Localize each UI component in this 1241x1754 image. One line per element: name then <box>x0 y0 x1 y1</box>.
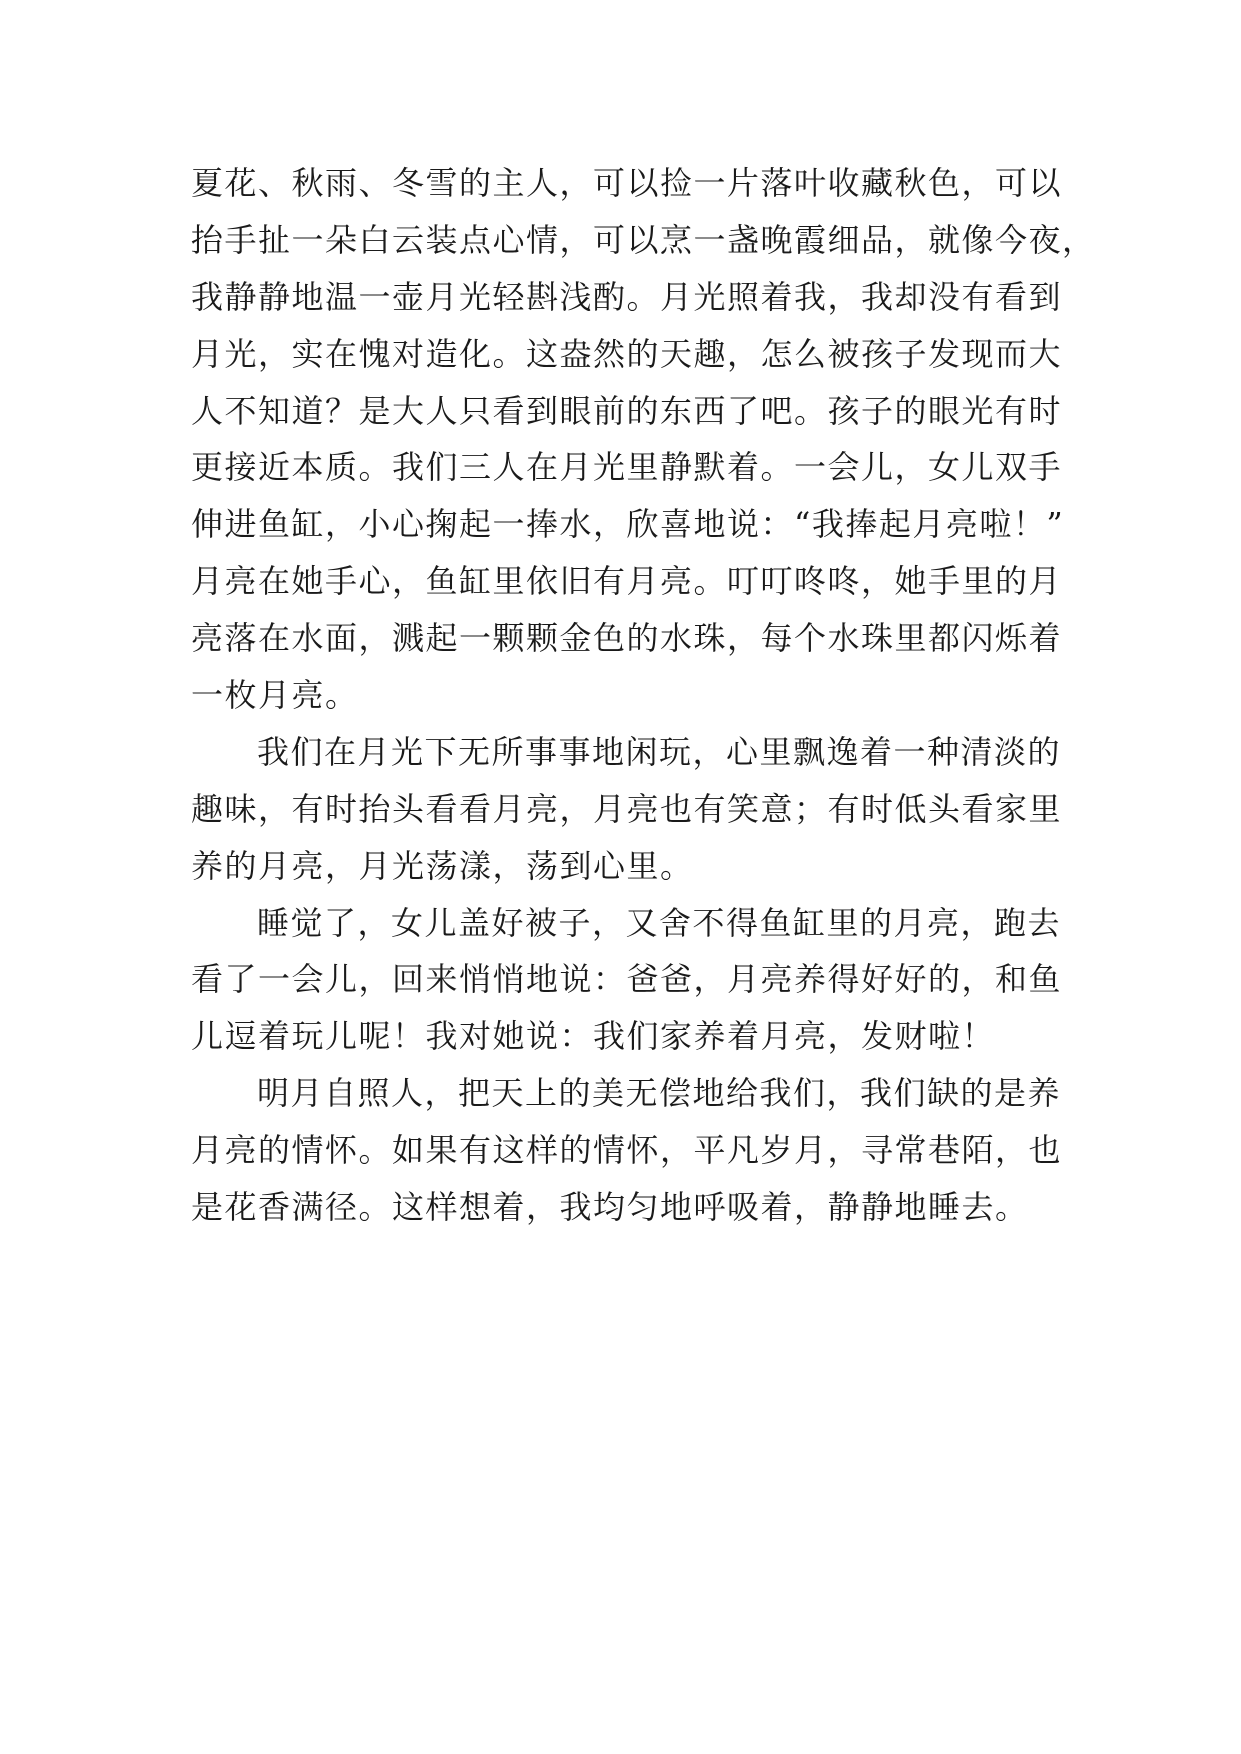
text-line: 养的月亮，月光荡漾，荡到心里。 <box>191 846 694 885</box>
paragraph <box>191 1065 1071 1236</box>
text-line: 睡觉了，女儿盖好被子，又舍不得鱼缸里的月亮，跑去 <box>257 903 1062 942</box>
paragraph <box>191 895 1071 1066</box>
text-line: 月亮在她手心，鱼缸里依旧有月亮。叮叮咚咚，她手里的月 <box>191 562 1063 601</box>
paragraph <box>191 155 1096 724</box>
text-line: 月光，实在愧对造化。这盎然的天趣，怎么被孩子发现而大 <box>191 334 1063 373</box>
text-line: 一枚月亮。 <box>191 676 359 715</box>
text-line: 更接近本质。我们三人在月光里静默着。一会儿，女儿双手 <box>191 448 1063 487</box>
text-line: 我静静地温一壶月光轻斟浅酌。月光照着我，我却没有看到 <box>191 277 1063 316</box>
text-line: 夏花、秋雨、冬雪的主人，可以捡一片落叶收藏秋色，可以 <box>191 164 1063 202</box>
text-line: 我们在月光下无所事事地闲玩，心里飘逸着一种清淡的 <box>257 732 1062 771</box>
text-line: 抬手扯一朵白云装点心情，可以烹一盏晚霞细品，就像今夜， <box>191 220 1096 259</box>
text-line: 人不知道？是大人只看到眼前的东西了吧。孩子的眼光有时 <box>191 391 1063 430</box>
text-line: 儿逗着玩儿呢！我对她说：我们家养着月亮，发财啦！ <box>191 1017 996 1056</box>
paragraph <box>191 724 1071 895</box>
text-line: 趣味，有时抬头看看月亮，月亮也有笑意；有时低头看家里 <box>191 789 1063 828</box>
document-body <box>191 155 1096 1236</box>
text-line: 亮落在水面，溅起一颗颗金色的水珠，每个水珠里都闪烁着 <box>191 619 1063 658</box>
text-line: 看了一会儿，回来悄悄地说：爸爸，月亮养得好好的，和鱼 <box>191 960 1063 999</box>
text-line: 月亮的情怀。如果有这样的情怀，平凡岁月，寻常巷陌，也 <box>191 1131 1063 1170</box>
text-line: 明月自照人，把天上的美无偿地给我们，我们缺的是养 <box>257 1074 1062 1113</box>
text-line: 是花香满径。这样想着，我均匀地呼吸着，静静地睡去。 <box>191 1188 1029 1227</box>
text-line: 伸进鱼缸，小心掬起一捧水，欣喜地说：“我捧起月亮啦！” <box>191 505 1065 544</box>
